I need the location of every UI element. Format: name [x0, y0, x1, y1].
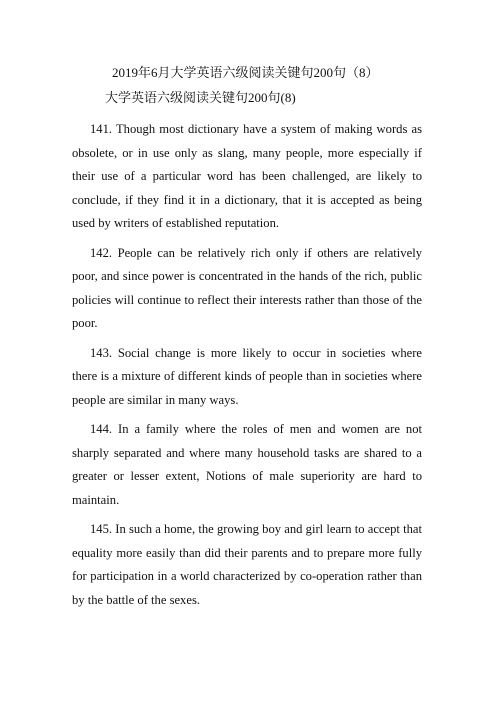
- paragraph-141: 141. Though most dictionary have a system of making words as obsolete, or in use only as slang, many people, more especially if their use of a particular word has been challenged, are likely to conclude, if they find it in a dictionary, that it is accepted as being used by writers of established reputation.: [72, 122, 422, 230]
- document-title: 2019年6月大学英语六级阅读关键句200句（8）: [112, 65, 379, 80]
- document-body: [72, 118, 422, 618]
- paragraph-142: 142. People can be relatively rich only if others are relatively poor, and since power is concentrated in the hands of the rich, public policies will continue to reflect their interests rather than those of the poor.: [72, 245, 422, 330]
- paragraph-145: 145. In such a home, the growing boy and girl learn to accept that equality more easily than did their parents and to prepare more fully for participation in a world characterized by co-operation rather than by the battle of the sexes.: [72, 522, 422, 607]
- document-subtitle: 大学英语六级阅读关键句200句(8): [105, 90, 296, 105]
- paragraph-144: 144. In a family where the roles of men and women are not sharply separated and where many household tasks are shared to a greater or lesser extent, Notions of male superiority are hard to maintain.: [72, 422, 422, 507]
- paragraph-143: 143. Social change is more likely to occur in societies where there is a mixture of different kinds of people than in societies where people are similar in many ways.: [72, 345, 422, 407]
